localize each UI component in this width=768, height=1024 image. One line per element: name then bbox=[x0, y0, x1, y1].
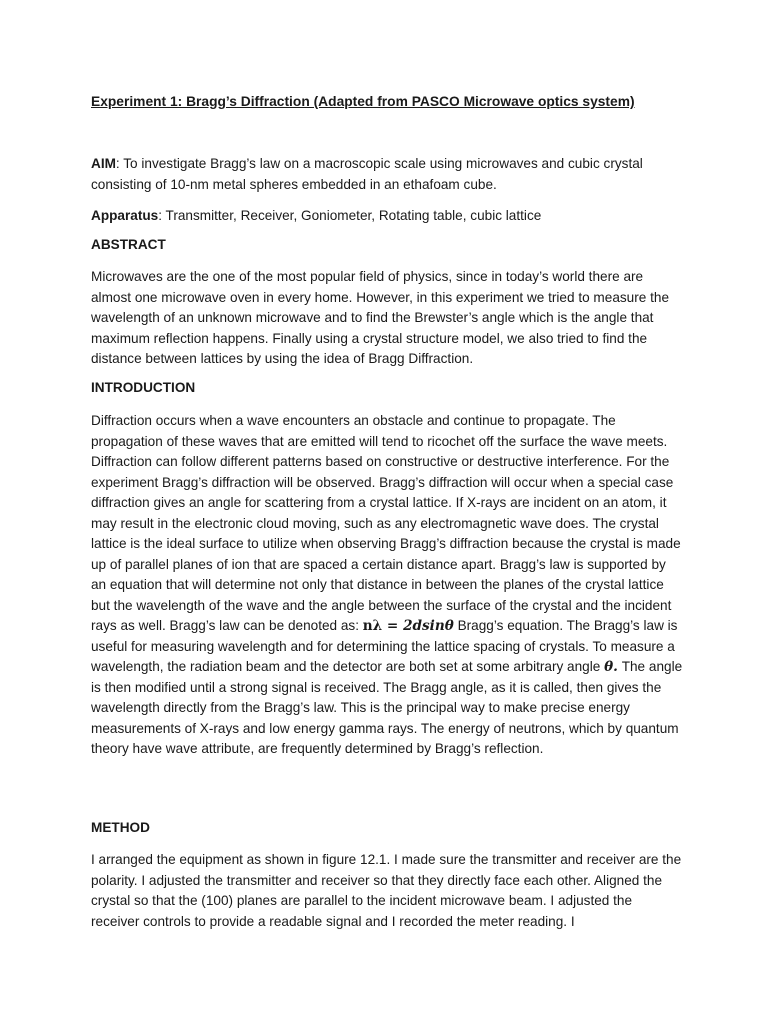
intro-text-1: Diffraction occurs when a wave encounters an obstacle and continue to propagate. The propagation of these waves that are emitted will tend to ricochet off the surface the wave meets. Diffraction can follow different patterns based on constructive or destructive interference. For the experiment Bragg’s diffraction will be observed. Bragg’s diffraction will occur when a special case diffraction gives an angle for scattering from a crystal lattice. If X-rays are incident on an atom, it may result in the electronic cloud moving, such as any electromagnetic wave does. The crystal lattice is the ideal surface to utilize when observing Bragg’s diffraction because the crystal is made up of parallel planes of ion that are spaced a certain distance apart. Bragg’s law is supported by an equation that will determine not only that distance in between the planes of the crystal lattice but the wavelength of the wave and the angle between the surface of the crystal and the incident rays as well. Bragg’s law can be denoted as: bbox=[91, 413, 681, 633]
intro-text-3: The angle is then modified until a strong signal is received. The Bragg angle, as it is called, then gives the wavelength directly from the Bragg’s law. This is the principal way to make precise energy measurements of X-rays and low energy gamma rays. The energy of neutrons, which by quantum theory have wave attribute, are frequently determined by Bragg’s reflection. bbox=[91, 659, 683, 756]
theta-symbol: θ. bbox=[604, 659, 618, 675]
bragg-equation-equals: = bbox=[382, 618, 404, 634]
introduction-heading: INTRODUCTION bbox=[91, 380, 196, 395]
bragg-equation-rhs: 2dsinθ bbox=[403, 618, 454, 634]
aim-label: AIM bbox=[91, 156, 116, 171]
abstract-paragraph: Microwaves are the one of the most popular field of physics, since in today’s world there are almost one microwave oven in every home. However, in this experiment we tried to measure the wavelength of an unknown microwave and to find the Brewster’s angle which is the angle that maximum reflection happens. Finally using a crystal structure model, we also tried to find the distance between lattices by using the idea of Bragg Diffraction. bbox=[91, 269, 669, 366]
abstract-heading: ABSTRACT bbox=[91, 237, 166, 252]
method-heading: METHOD bbox=[91, 820, 150, 835]
bragg-equation-lhs: nλ bbox=[362, 618, 383, 634]
intro-text-2: Bragg’s equation. The Bragg’s law is useful for measuring wavelength and for determining the lattice spacing of crystals. To measure a wavelength, the radiation beam and the detector are both set at some arbitrary angle bbox=[91, 618, 678, 674]
introduction-paragraph bbox=[91, 411, 683, 760]
document-title: Experiment 1: Bragg’s Diffraction (Adapted from PASCO Microwave optics system) bbox=[91, 94, 635, 109]
apparatus-label: Apparatus bbox=[91, 208, 159, 223]
apparatus-text: : Transmitter, Receiver, Goniometer, Rotating table, cubic lattice bbox=[158, 208, 542, 223]
aim-paragraph bbox=[91, 154, 683, 195]
apparatus-paragraph bbox=[91, 206, 683, 227]
aim-text: : To investigate Bragg’s law on a macroscopic scale using microwaves and cubic crystal consisting of 10-nm metal spheres embedded in an ethafoam cube. bbox=[91, 156, 643, 192]
method-paragraph: I arranged the equipment as shown in figure 12.1. I made sure the transmitter and receiver are the polarity. I adjusted the transmitter and receiver so that they directly face each other. Aligned the crystal so that the (100) planes are parallel to the incident microwave beam. I adjusted the receiver controls to provide a readable signal and I recorded the meter reading. I bbox=[91, 852, 682, 929]
